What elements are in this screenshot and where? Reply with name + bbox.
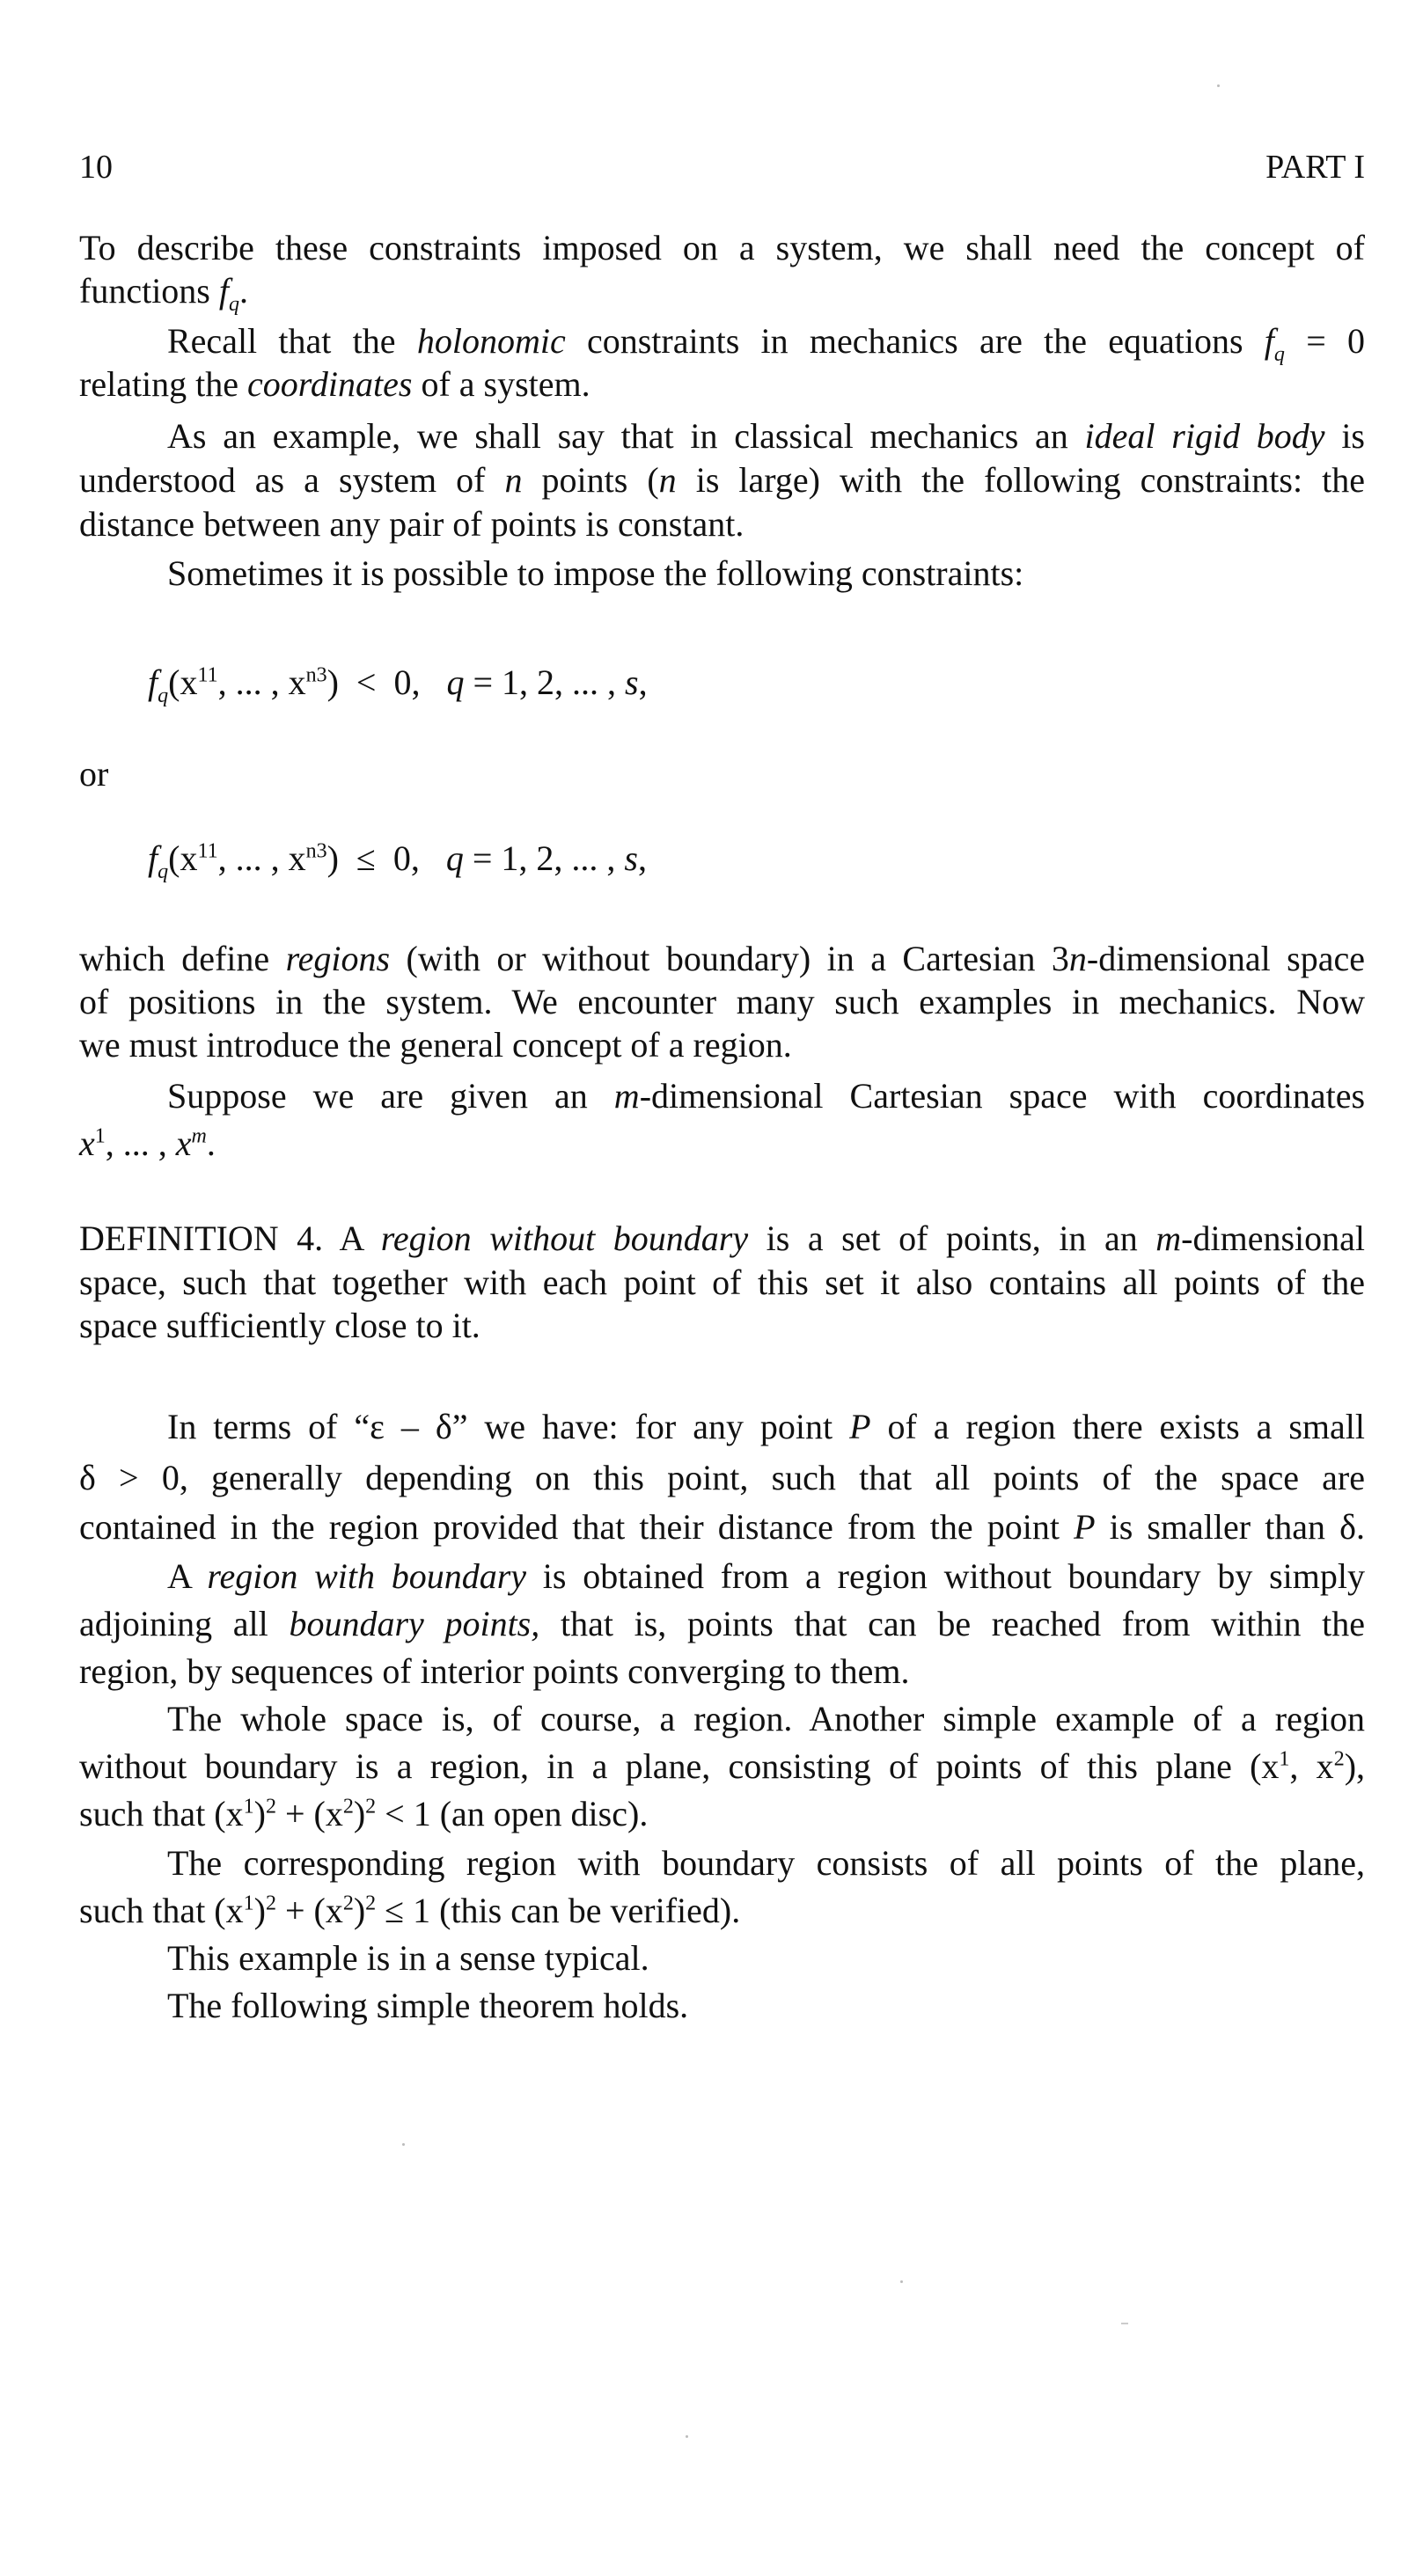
paragraph-line: without boundary is a region, in a plane, consisting of points of this plane ($x^1$, $x^2$),: [79, 1746, 1366, 1786]
scan-speck: [402, 2143, 405, 2146]
paragraph-line: such that $(x^1)^2 + (x^2)^2 < 1$ (an open disc).: [79, 1794, 649, 1833]
paragraph-line: The corresponding region with boundary consists of all points of the plane,: [167, 1843, 1365, 1883]
paragraph-line: of positions in the system. We encounter many such examples in mechanics. Now: [79, 982, 1365, 1021]
definition-line: space, such that together with each point of this set it also contains all points of the: [79, 1262, 1365, 1302]
paragraph-line: The following simple theorem holds.: [167, 1986, 689, 2025]
definition-line: DEFINITION 4. A region without boundary is a set of points, in an m-dimensional: [79, 1218, 1366, 1258]
paragraph-line: This example is in a sense typical.: [167, 1938, 649, 1978]
paragraph-line: In terms of “ε – δ” we have: for any point P of a region there exists a small: [167, 1407, 1365, 1446]
constraint-formula-nonstrict: $f_q(x^{11}$, ... , $x^{n3}) \le 0$, q = 1, 2, ... , s,: [148, 838, 647, 883]
paragraph-line: Recall that the holonomic constraints in mechanics are the equations $f_q = 0$: [167, 321, 1366, 366]
paragraph-line: As an example, we shall say that in classical mechanics an ideal rigid body is: [167, 416, 1366, 456]
paragraph-line: region, by sequences of interior points converging to them.: [79, 1651, 910, 1691]
scan-speck: [900, 2280, 903, 2283]
scan-speck: [1217, 84, 1220, 87]
page-number: 10: [79, 149, 113, 186]
paragraph-line: adjoining all boundary points, that is, points that can be reached from within the: [79, 1604, 1365, 1643]
paragraph-line: δ > 0, generally depending on this point, such that all points of the space are: [79, 1458, 1365, 1497]
paragraph-line: functions $f_q$.: [79, 271, 248, 316]
running-head: PART I: [1265, 149, 1365, 186]
paragraph-line: Sometimes it is possible to impose the following constraints:: [167, 553, 1024, 593]
paragraph-line: relating the coordinates of a system.: [79, 364, 590, 404]
paragraph-line: understood as a system of n points (n is large) with the following constraints: the: [79, 460, 1365, 500]
paragraph-line: we must introduce the general concept of a region.: [79, 1025, 792, 1065]
constraint-formula-strict: $f_q(x^{11}$, ... , $x^{n3}) < 0$, q = 1, 2, ... , s,: [148, 662, 648, 707]
scan-speck: [1121, 2323, 1128, 2324]
paragraph-line: To describe these constraints imposed on a system, we shall need the concept of: [79, 228, 1365, 267]
scan-speck: [686, 2435, 688, 2438]
paragraph-line: such that $(x^1)^2 + (x^2)^2 \le 1$ (this can be verified).: [79, 1891, 741, 1930]
paragraph-line: contained in the region provided that their distance from the point P is smaller than δ.: [79, 1507, 1365, 1547]
paragraph-line: $x^1$, ... , $x^m$.: [79, 1123, 216, 1163]
paragraph-line: A region with boundary is obtained from a region without boundary by simply: [167, 1556, 1365, 1596]
definition-line: space sufficiently close to it.: [79, 1306, 480, 1345]
conjunction-or: or: [79, 754, 109, 794]
definition-label: DEFINITION 4.: [79, 1218, 324, 1258]
paragraph-line: which define regions (with or without boundary) in a Cartesian 3n-dimensional space: [79, 939, 1366, 978]
paragraph-line: The whole space is, of course, a region. Another simple example of a region: [167, 1699, 1365, 1738]
paragraph-line: distance between any pair of points is constant.: [79, 504, 745, 544]
paragraph-line: Suppose we are given an m-dimensional Cartesian space with coordinates: [167, 1076, 1366, 1116]
